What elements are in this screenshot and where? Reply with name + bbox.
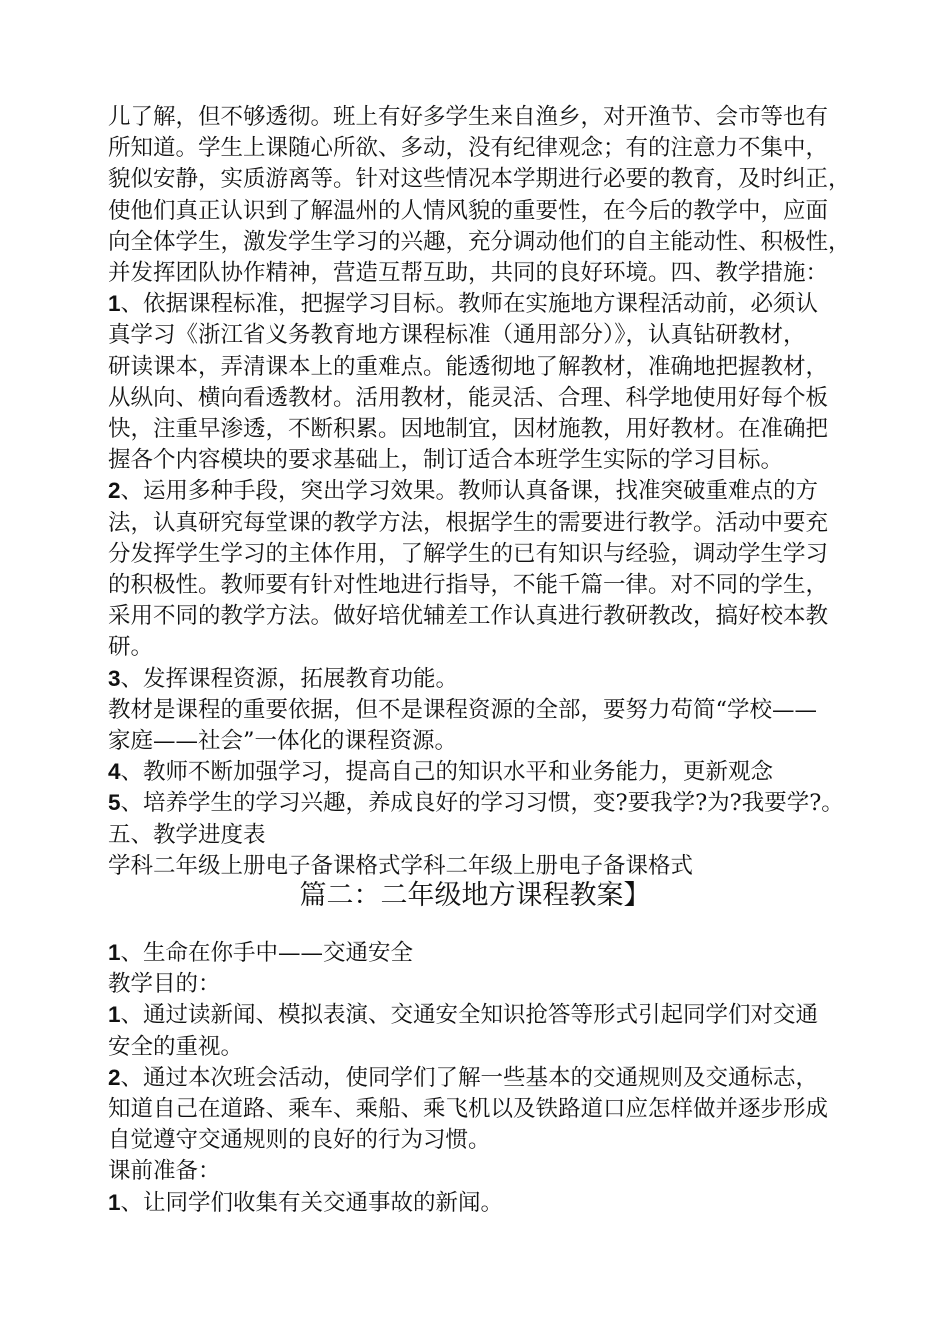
list-text: 、教师不断加强学习，提高自己的知识水平和业务能力，更新观念 [120,759,774,786]
text-line [108,663,458,695]
text-line [108,756,773,788]
list-text: 、生命在你手中——交通安全 [120,940,414,966]
text-line: 课前准备： [108,1158,221,1185]
text-line: 家庭——社会”一体化的课程资源。 [108,728,458,754]
text-line [108,787,844,819]
list-number: 1 [108,940,121,965]
text-line [108,288,818,320]
text-line [108,475,818,507]
section-heading: 篇二：二年级地方课程教案】 [299,880,651,911]
text-line: 安全的重视。 [108,1033,244,1060]
list-text: 、通过读新闻、模拟表演、交通安全知识抢答等形式引起同学们对交通 [120,1002,819,1029]
text-line: 并发挥团队协作精神，营造互帮互助，共同的良好环境。四、教学措施： [108,260,829,286]
text-line: 知道自己在道路、乘车、乘船、乘飞机以及铁路道口应怎样做并逐步形成 [108,1096,829,1122]
text-line [108,1062,818,1094]
text-line: 分发挥学生学习的主体作用，了解学生的已有知识与经验，调动学生学习 [108,540,829,567]
text-line [108,999,818,1031]
list-number: 5 [108,790,121,816]
text-line: 采用不同的教学方法。做好培优辅差工作认真进行教研教改，搞好校本教 [108,603,829,630]
list-number: 2 [108,1064,121,1090]
list-text: 、让同学们收集有关交通事故的新闻。 [120,1189,504,1216]
list-text: 、通过本次班会活动，使同学们了解一些基本的交通规则及交通标志， [120,1064,819,1091]
text-line [108,937,413,969]
text-line: 快，注重早渗透，不断积累。因地制宜，因材施教，用好教材。在准确把 [108,416,829,442]
text-line: 使他们真正认识到了解温州的人情风貌的重要性，在今后的教学中，应面 [108,197,829,224]
text-line: 五、教学进度表 [108,821,266,848]
text-line: 的积极性。教师要有针对性地进行指导，不能千篇一律。对不同的学生， [108,572,829,598]
text-line: 握各个内容模块的要求基础上，制订适合本班学生实际的学习目标。 [108,447,784,474]
list-number: 4 [108,759,121,785]
text-line: 学科二年级上册电子备课格式学科二年级上册电子备课格式 [108,852,694,879]
text-line: 研读课本，弄清课本上的重难点。能透彻地了解教材，准确地把握教材， [108,353,829,380]
text-line: 教学目的： [108,971,221,998]
text-line: 自觉遵守交通规则的良好的行为习惯。 [108,1127,491,1154]
list-number: 1 [108,1002,121,1028]
list-text: 、培养学生的学习兴趣，养成良好的学习习惯，变?要我学?为?我要学?。 [120,790,844,817]
text-line: 貌似安静，实质游离等。针对这些情况本学期进行必要的教育，及时纠正， [108,166,851,193]
list-text: 、依据课程标准，把握学习目标。教师在实施地方课程活动前，必须认 [120,291,819,318]
text-line [108,1187,503,1219]
text-line: 真学习《浙江省义务教育地方课程标准（通用部分）》，认真钻研教材， [108,322,806,349]
list-number: 1 [108,1189,121,1215]
text-line: 法，认真研究每堂课的教学方法，根据学生的需要进行教学。活动中要充 [108,509,829,536]
list-text: 、运用多种手段，突出学习效果。教师认真备课，找准突破重难点的方 [120,478,819,505]
list-number: 1 [108,291,121,317]
list-text: 、发挥课程资源，拓展教育功能。 [120,665,459,692]
text-line: 儿了解，但不够透彻。班上有好多学生来自渔乡，对开渔节、会市等也有 [108,104,829,130]
text-line: 从纵向、横向看透教材。活用教材，能灵活、合理、科学地使用好每个板 [108,384,829,411]
text-line: 教材是课程的重要依据，但不是课程资源的全部，要努力苟简“学校—— [108,696,818,723]
text-line: 研。 [108,634,154,661]
list-number: 3 [108,665,121,691]
list-number: 2 [108,478,121,504]
text-line: 向全体学生，激发学生学习的兴趣，充分调动他们的自主能动性、积极性， [108,228,851,255]
text-line: 所知道。学生上课随心所欲、多动，没有纪律观念；有的注意力不集中， [108,135,829,162]
